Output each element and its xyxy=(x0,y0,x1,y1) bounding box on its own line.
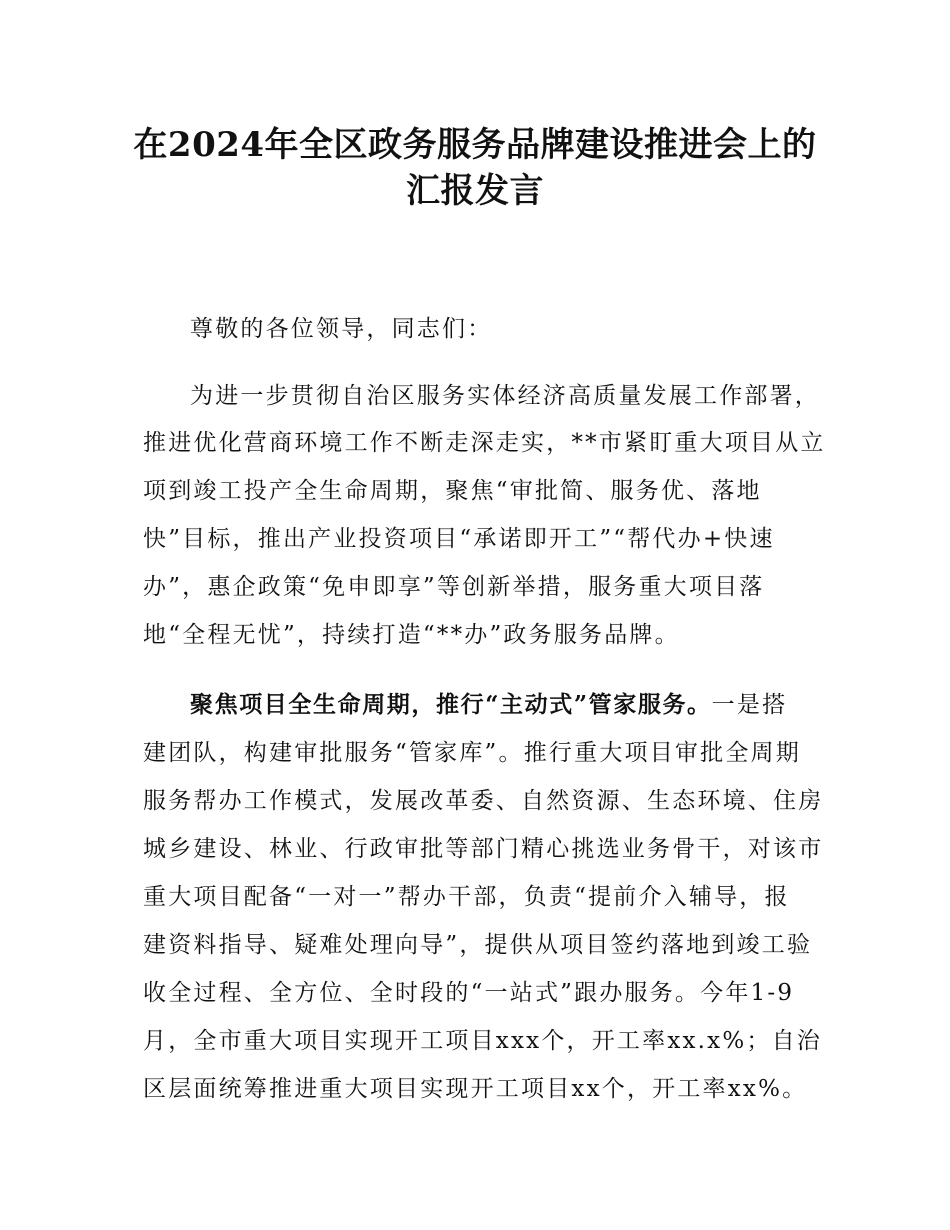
salutation: 尊敬的各位领导，同志们： xyxy=(190,316,493,342)
paragraph-1-line: 快”目标，推出产业投资项目“承诺即开工”“帮代办+快速 xyxy=(143,526,775,552)
paragraph-1-line: 项到竣工投产全生命周期，聚焦“审批简、服务优、落地 xyxy=(143,478,762,504)
paragraph-2-line: 月，全市重大项目实现开工项目xxx个，开工率xx.x%；自治 xyxy=(143,1028,822,1054)
paragraph-2-first-line xyxy=(190,686,787,719)
paragraph-2-line: 城乡建设、林业、行政审批等部门精心挑选业务骨干，对该市 xyxy=(143,836,824,862)
paragraph-1-line: 推进优化营商环境工作不断走深走实，**市紧盯重大项目从立 xyxy=(143,430,826,456)
paragraph-2-line: 区层面统筹推进重大项目实现开工项目xx个，开工率xx%。 xyxy=(143,1076,808,1102)
paragraph-2-heading: 聚焦项目全生命周期，推行“主动式”管家服务。 xyxy=(190,691,712,718)
paragraph-2-line: 重大项目配备“一对一”帮办干部，负责“提前介入辅导，报 xyxy=(143,884,790,910)
paragraph-2-line: 建团队，构建审批服务“管家库”。推行重大项目审批全周期 xyxy=(143,740,801,766)
paragraph-2-line: 建资料指导、疑难处理向导”，提供从项目签约落地到竣工验 xyxy=(143,932,813,958)
paragraph-1-line: 地“全程无忧”，持续打造“**办”政务服务品牌。 xyxy=(143,622,680,648)
paragraph-1-line: 为进一步贯彻自治区服务实体经济高质量发展工作部署， xyxy=(190,383,820,409)
paragraph-1-line: 办”，惠企政策“免申即享”等创新举措，服务重大项目落 xyxy=(143,574,765,600)
paragraph-2-line: 收全过程、全方位、全时段的“一站式”跟办服务。今年1-9 xyxy=(143,980,795,1006)
paragraph-2-first-line-rest: 一是搭 xyxy=(711,692,788,718)
paragraph-2-line: 服务帮办工作模式，发展改革委、自然资源、生态环境、住房 xyxy=(143,788,824,814)
title-line-2: 汇报发言 xyxy=(406,171,544,211)
title-line-1: 在2024年全区政务服务品牌建设推进会上的 xyxy=(133,125,817,165)
